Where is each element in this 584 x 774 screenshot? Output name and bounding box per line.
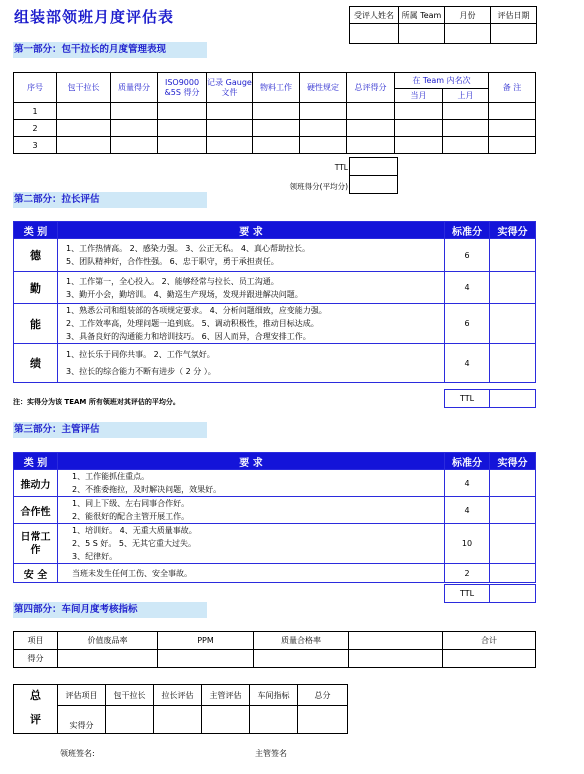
part2-table bbox=[13, 221, 536, 383]
p2-col-cat: 类 别 bbox=[14, 222, 58, 239]
p2-got[interactable] bbox=[490, 344, 536, 383]
summary-col: 车间指标 bbox=[250, 685, 298, 706]
summary-col: 评估项目 bbox=[58, 685, 106, 706]
p2-got[interactable] bbox=[490, 304, 536, 344]
p3-cat: 安 全 bbox=[14, 564, 58, 583]
p3-cat: 合作性 bbox=[14, 497, 58, 524]
summary-col: 拉长评估 bbox=[154, 685, 202, 706]
part4-table bbox=[13, 631, 536, 668]
p2-item: 1、工作第一，全心投入。 2、能够经常与拉长、员工沟通。 bbox=[66, 276, 279, 286]
p2-item: 1、工作热情高。 2、感染力强。 3、公正无私。 4、真心帮助拉长。 bbox=[66, 244, 310, 253]
table-row bbox=[14, 524, 536, 564]
part3-table bbox=[13, 452, 536, 583]
p3-item: 1、培训好。 4、无重大质量事故。 bbox=[72, 526, 197, 535]
p2-cat: 勤 bbox=[14, 272, 58, 304]
p2-item: 1、拉长乐于同你共事。 2、工作气氛好。 bbox=[66, 350, 215, 359]
p2-item: 3、勤开小会，勤培训。 4、勤巡生产现场，发现并跟进解决问题。 bbox=[66, 289, 303, 299]
table-row bbox=[14, 344, 536, 383]
p2-score: 4 bbox=[445, 344, 490, 383]
p3-ttl-value[interactable] bbox=[489, 584, 536, 603]
part1-heading: 第一部分：包干拉长的月度管理表现 bbox=[13, 42, 207, 58]
p2-item: 3、具备良好的沟通能力和培训技巧。 6、因人而异，合理安排工作。 bbox=[66, 332, 311, 341]
p2-ttl-value[interactable] bbox=[489, 389, 536, 408]
p3-score: 4 bbox=[445, 470, 490, 497]
meta-col: 所属 Team bbox=[399, 7, 445, 24]
summary-col: 包干拉长 bbox=[106, 685, 154, 706]
p2-note: 注：实得分为该 TEAM 所有领班对其评估的平均分。 bbox=[13, 398, 180, 406]
p4-col bbox=[349, 632, 443, 650]
summary-row-label: 实得分 bbox=[58, 706, 106, 734]
p2-score: 6 bbox=[445, 239, 490, 272]
p1-col-seq: 序号 bbox=[14, 73, 57, 103]
p1-col-material: 物料工作 bbox=[253, 73, 300, 103]
summary-cat: 总 bbox=[14, 685, 58, 706]
table-row bbox=[14, 239, 536, 272]
p3-score: 4 bbox=[445, 497, 490, 524]
p3-item: 当班未发生任何工伤、安全事故。 bbox=[72, 568, 192, 578]
table-row bbox=[14, 497, 536, 524]
p4-col: 质量合格率 bbox=[254, 632, 349, 650]
part1-table bbox=[13, 72, 536, 154]
p3-col-req: 要 求 bbox=[58, 453, 445, 470]
p3-item: 3、纪律好。 bbox=[72, 552, 118, 561]
p4-col: PPM bbox=[158, 632, 254, 650]
p1-col-lead: 包干拉长 bbox=[57, 73, 111, 103]
p3-item: 1、工作能抓住重点。 bbox=[72, 472, 150, 481]
p2-item: 2、工作效率高，处理问题一追到底。 5、调动积极性，推动目标达成。 bbox=[66, 319, 319, 328]
p1-col-iso: ISO9000 &5S 得分 bbox=[158, 73, 207, 103]
p2-col-std: 标准分 bbox=[445, 222, 490, 239]
table-row: 1 bbox=[14, 103, 536, 120]
p1-sub-current: 当月 bbox=[395, 89, 443, 103]
p3-item: 2、不推委拖拉，及时解决问题，效果好。 bbox=[72, 485, 222, 494]
leader-signature: 领班签名: bbox=[60, 749, 95, 758]
supervisor-signature: 主管签名 bbox=[255, 749, 287, 758]
p1-col-quality: 质量得分 bbox=[111, 73, 158, 103]
p3-col-std: 标准分 bbox=[445, 453, 490, 470]
meta-col: 评估日期 bbox=[491, 7, 537, 24]
p4-label-item: 项目 bbox=[14, 632, 58, 650]
p2-item: 3、拉长的综合能力不断有进步（ 2 分 ）。 bbox=[66, 367, 216, 376]
p3-item: 1、同上下级、左右同事合作好。 bbox=[72, 499, 190, 508]
p2-col-req: 要 求 bbox=[58, 222, 445, 239]
p3-col-got: 实得分 bbox=[490, 453, 536, 470]
page-title: 组装部领班月度评估表 bbox=[14, 8, 175, 26]
table-row bbox=[14, 272, 536, 304]
table-row: 2 bbox=[14, 120, 536, 137]
meta-value[interactable] bbox=[491, 24, 537, 44]
meta-col: 月份 bbox=[445, 7, 491, 24]
summary-table bbox=[13, 684, 348, 734]
summary-col: 总分 bbox=[298, 685, 348, 706]
meta-value[interactable] bbox=[445, 24, 491, 44]
p1-ttl-label: TTL bbox=[334, 163, 348, 172]
p4-col: 价值废品率 bbox=[58, 632, 158, 650]
p2-got[interactable] bbox=[490, 239, 536, 272]
table-row bbox=[14, 304, 536, 344]
p3-score: 2 bbox=[445, 564, 490, 583]
p2-item: 5、团队精神好，合作性强。 6、忠于职守，勇于承担责任。 bbox=[66, 257, 279, 266]
p3-cat: 日常工作 bbox=[14, 524, 58, 564]
p3-got[interactable] bbox=[490, 564, 536, 583]
p3-cat: 推动力 bbox=[14, 470, 58, 497]
table-row bbox=[14, 470, 536, 497]
p1-col-rank: 在 Team 内名次 bbox=[395, 73, 489, 89]
p1-col-rules: 硬性规定 bbox=[300, 73, 347, 103]
p3-score: 10 bbox=[445, 524, 490, 564]
p3-item: 2、能很好的配合主管开展工作。 bbox=[72, 512, 190, 521]
p1-avg-value[interactable] bbox=[349, 175, 398, 194]
p2-item: 1、熟悉公司和组装部的各项规定要求。 4、分析问题细致，应变能力强。 bbox=[66, 306, 327, 315]
table-row: 3 bbox=[14, 137, 536, 154]
table-row bbox=[14, 564, 536, 583]
p2-ttl-label: TTL bbox=[444, 389, 490, 408]
p3-ttl-label: TTL bbox=[444, 584, 490, 603]
p1-sub-last: 上月 bbox=[443, 89, 489, 103]
p3-got[interactable] bbox=[490, 524, 536, 564]
summary-col: 主管评估 bbox=[202, 685, 250, 706]
p2-score: 4 bbox=[445, 272, 490, 304]
p1-avg-label: 领班得分(平均分) bbox=[289, 182, 348, 191]
p4-col: 合计 bbox=[443, 632, 536, 650]
meta-value[interactable] bbox=[350, 24, 399, 44]
p3-item: 2、5 S 好。 5、无其它重大过失。 bbox=[72, 539, 196, 548]
meta-col: 受评人姓名 bbox=[350, 7, 399, 24]
p3-got[interactable] bbox=[490, 470, 536, 497]
p3-got[interactable] bbox=[490, 497, 536, 524]
summary-cat: 评 bbox=[14, 706, 58, 734]
p4-label-score: 得分 bbox=[14, 650, 58, 668]
part2-heading: 第二部分：拉长评估 bbox=[13, 192, 207, 208]
meta-table bbox=[349, 6, 537, 44]
part3-heading: 第三部分：主管评估 bbox=[13, 422, 207, 438]
p2-cat: 德 bbox=[14, 239, 58, 272]
part4-heading: 第四部分：车间月度考核指标 bbox=[13, 602, 207, 618]
p3-col-cat: 类 别 bbox=[14, 453, 58, 470]
p2-cat: 绩 bbox=[14, 344, 58, 383]
p1-col-gauge: 记录 Gauge 文件 bbox=[207, 73, 253, 103]
meta-value[interactable] bbox=[399, 24, 445, 44]
p2-score: 6 bbox=[445, 304, 490, 344]
p1-col-remark: 备 注 bbox=[489, 73, 536, 103]
p1-ttl-value[interactable] bbox=[349, 157, 398, 176]
p2-got[interactable] bbox=[490, 272, 536, 304]
p1-col-total: 总评得分 bbox=[347, 73, 395, 103]
p2-cat: 能 bbox=[14, 304, 58, 344]
p2-col-got: 实得分 bbox=[490, 222, 536, 239]
